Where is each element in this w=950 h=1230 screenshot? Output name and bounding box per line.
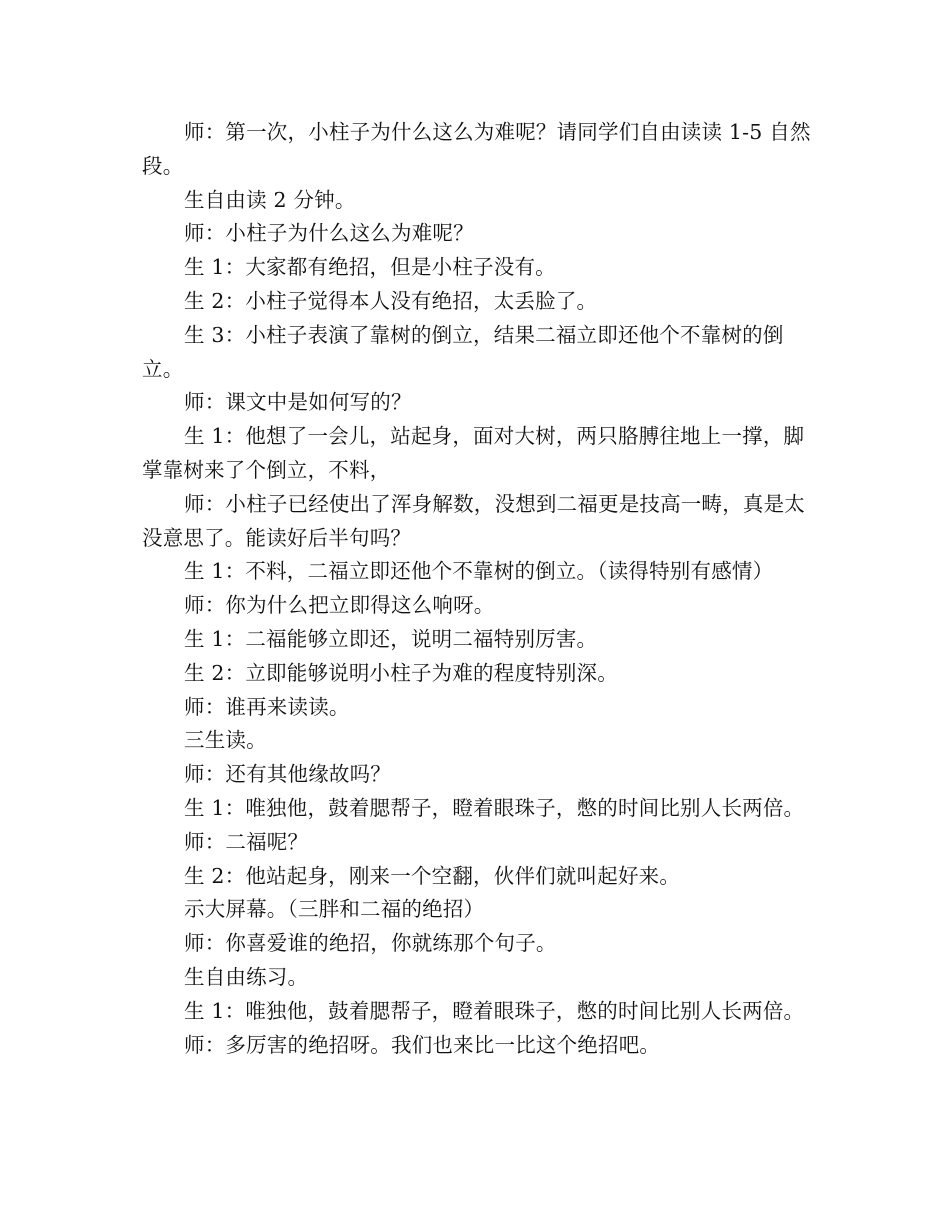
paragraph: 生 2：立即能够说明小柱子为难的程度特别深。 xyxy=(184,660,618,685)
paragraph: 生 1：二福能够立即还，说明二福特别厉害。 xyxy=(184,626,598,651)
paragraph: 示大屏幕。（三胖和二福的绝招） xyxy=(184,897,485,922)
paragraph: 师：你喜爱谁的绝招，你就练那个句子。 xyxy=(184,931,557,956)
paragraph: 生自由读 2 分钟。 xyxy=(184,187,356,212)
paragraph: 三生读。 xyxy=(184,728,267,753)
paragraph: 师：谁再来读读。 xyxy=(184,694,350,719)
paragraph: 生 1：大家都有绝招，但是小柱子没有。 xyxy=(184,255,556,280)
paragraph: 师：还有其他缘故吗？ xyxy=(184,762,391,787)
paragraph: 生 1：唯独他，鼓着腮帮子，瞪着眼珠子，憋的时间比别人长两倍。 xyxy=(184,998,805,1023)
paragraph: 师：课文中是如何写的？ xyxy=(184,390,412,415)
paragraph: 生 3：小柱子表演了靠树的倒立，结果二福立即还他个不靠树的倒立。 xyxy=(142,322,784,381)
paragraph: 生 1：不料，二福立即还他个不靠树的倒立。（读得特别有感情） xyxy=(184,559,774,584)
paragraph: 师：二福呢？ xyxy=(184,829,309,854)
paragraph: 师：第一次，小柱子为什么这么为难呢？请同学们自由读读 1-5 自然段。 xyxy=(142,120,811,178)
paragraph: 生 1：他想了一会儿，站起身，面对大树，两只胳膊往地上一撑，脚掌靠树来了个倒立，不料， xyxy=(142,424,805,482)
paragraph: 师：小柱子为什么这么为难呢？ xyxy=(184,221,474,246)
paragraph: 生 2：他站起身，刚来一个空翻，伙伴们就叫起好来。 xyxy=(184,863,681,888)
paragraph: 师：小柱子已经使出了浑身解数，没想到二福更是技高一畴，真是太没意思了。能读好后半句吗？ xyxy=(142,491,805,550)
paragraph: 师：你为什么把立即得这么响呀。 xyxy=(184,593,495,618)
paragraph: 生自由练习。 xyxy=(184,964,309,989)
paragraph: 生 2：小柱子觉得本人没有绝招，太丢脸了。 xyxy=(184,288,598,313)
paragraph: 生 1：唯独他，鼓着腮帮子，瞪着眼珠子，憋的时间比别人长两倍。 xyxy=(184,795,805,820)
document-body xyxy=(142,116,817,1062)
paragraph: 师：多厉害的绝招呀。我们也来比一比这个绝招吧。 xyxy=(184,1032,661,1057)
